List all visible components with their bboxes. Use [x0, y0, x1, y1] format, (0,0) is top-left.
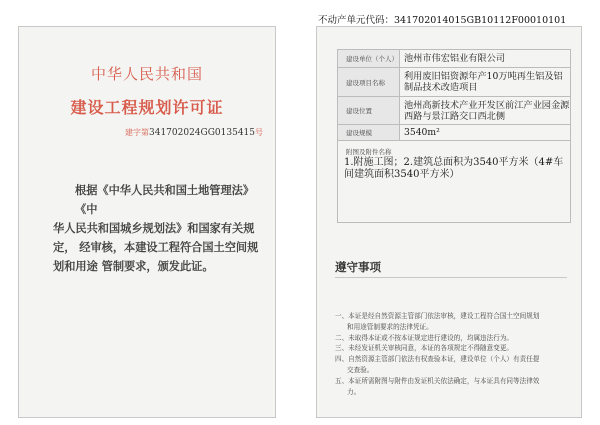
attachments-box	[337, 141, 571, 223]
notice-line: 四、自然资源主管部门依法有权查验本证，建设单位（个人）有责任提	[335, 355, 540, 364]
project-info-table	[337, 49, 571, 141]
permit-title: 建设工程规划许可证	[70, 98, 224, 117]
row-value: 利用废旧铝资源年产10万吨再生铝及铝制品技术改造项目	[400, 68, 571, 97]
notice-line: 一、本证是经自然资源主管部门依法审核，建设工程符合国土空间规划	[335, 312, 540, 320]
country-header: 中华人民共和国	[90, 65, 203, 83]
table-row	[338, 50, 571, 68]
notice-item	[335, 376, 571, 398]
attachments-label: 附图及附件名称	[346, 148, 392, 156]
permit-statement	[53, 181, 263, 276]
table-row	[338, 68, 571, 97]
notice-line: 和用途管制要求的法律凭证。	[347, 322, 433, 331]
table-row	[338, 97, 571, 125]
notice-list	[335, 311, 571, 397]
statement-line: 管制要求，颁发此证。	[101, 260, 214, 273]
statement-line: 经审核，本建设工程符合国土空间规划和用途	[53, 241, 259, 273]
notice-line: 五、本证所需附图与附件由发证机关依法确定，与本证具有同等法律效	[335, 376, 540, 385]
notice-line: 三、未经发证机关审核同意，本证的各项规定不得随意变更。	[335, 344, 514, 353]
permit-cover-page	[18, 26, 276, 418]
notice-line: 力。	[347, 387, 361, 396]
row-value: 池州高新技术产业开发区前江产业园金源西路与景江路交口西北侧	[400, 97, 571, 125]
notice-title: 遵守事项	[335, 260, 381, 274]
table-row	[338, 125, 571, 141]
permit-number-value: 341702024GG0135415	[149, 128, 255, 138]
statement-line: 根据《中华人民共和国土地管理法》《中	[75, 184, 255, 216]
notice-line: 二、未取得本证或不按本证规定进行建设的，均属违法行为。	[335, 333, 514, 342]
notice-item	[335, 333, 571, 344]
row-value: 3540m²	[400, 125, 571, 141]
attachments-content: 1.附施工图；2.建筑总面积为3540平方米（4#车间建筑面积3540平方米）	[344, 157, 564, 180]
row-label: 建设规模	[338, 125, 400, 141]
permit-number-suffix: 号	[255, 128, 263, 137]
row-value: 池州市伟宏铝业有限公司	[400, 50, 571, 68]
real-estate-unit-code: 不动产单元代码：341702014015GB10112F00010101	[318, 15, 567, 26]
notice-line: 交查验。	[347, 365, 374, 374]
row-label: 建设单位（个人）	[338, 50, 400, 68]
permit-details-page	[316, 26, 582, 418]
statement-line: 华人民共和国城乡规划法》和国家有关规定，	[53, 222, 255, 254]
row-label: 建设项目名称	[338, 68, 400, 97]
row-label: 建设位置	[338, 97, 400, 125]
permit-number-prefix: 建字第	[125, 128, 149, 137]
notice-item	[335, 343, 571, 354]
notice-item	[335, 311, 571, 333]
permit-number	[125, 127, 263, 138]
notice-item	[335, 354, 571, 376]
divider	[335, 277, 567, 278]
